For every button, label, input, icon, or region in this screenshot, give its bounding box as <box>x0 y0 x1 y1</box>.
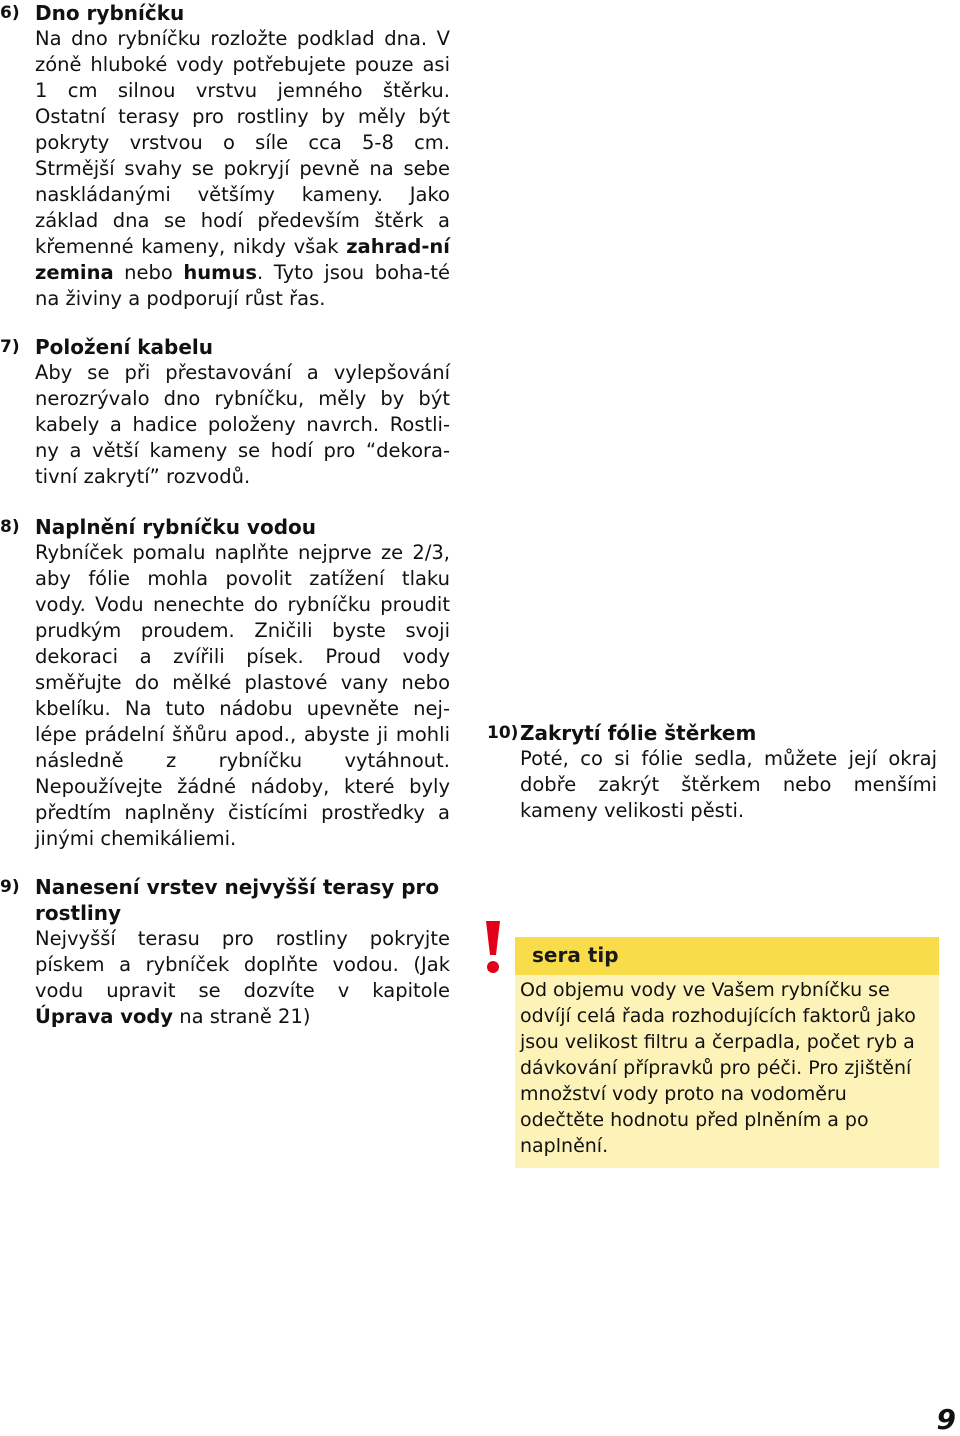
section-title: Položení kabelu <box>35 335 214 359</box>
section-number: 10) <box>487 723 519 743</box>
section-number: 8) <box>0 517 20 537</box>
section-title: Naplnění rybníčku vodou <box>35 515 317 539</box>
section-title: Nanesení vrstev nejvyšší terasy pro rostliny <box>35 875 440 925</box>
bold-term: humus <box>183 261 257 284</box>
section-8 <box>0 514 450 852</box>
section-7 <box>0 334 450 490</box>
exclamation-icon <box>478 917 508 977</box>
bold-term: zahrad-ní zemina <box>35 235 450 284</box>
tip-header <box>515 937 939 975</box>
tip-title: sera tip <box>532 943 619 967</box>
section-10 <box>487 720 937 824</box>
page-number: 9 <box>936 1403 956 1436</box>
section-number: 7) <box>0 337 20 357</box>
tip-content <box>515 975 939 1168</box>
tip-text: Od objemu vody ve Vašem rybníčku se odvíjí celá řada rozhodujících faktorů jako jsou velikost filtru a čerpadla, počet ryb a dávkování přípravků pro péči. Pro zjištění množství vody proto na vodoměru odečtěte hodnotu před plněním a po naplnění. <box>520 979 916 1157</box>
section-body: Poté, co si fólie sedla, můžete její okraj dobře zakrýt štěrkem nebo menšími kameny velikosti pěsti. <box>520 747 937 822</box>
section-body: Rybníček pomalu naplňte nejprve ze 2/3, aby fólie mohla povolit zatížení tlaku vody. Vodu nenechte do rybníčku proudit prudkým proudem. Zničili byste svoji dekoraci a zvířili písek. Proud vody směřujte do mělké plastové vany nebo kbelíku. Na tuto nádobu upevněte nej-lépe prádelní šňůru apod., abyste ji mohli následně z rybníčku vytáhnout. Nepoužívejte žádné nádoby, které byly předtím naplněny čistícími prostředky a jinými chemikáliemi. <box>35 541 450 850</box>
section-body: Na dno rybníčku rozložte podklad dna. V zóně hluboké vody potřebujete pouze asi 1 cm silnou vrstvu jemného štěrku. Ostatní terasy pro rostliny by měly být pokryty vrstvou o síle cca 5-8 cm. Strmější svahy se pokryjí pevně na sebe naskládanými většímy kameny. Jako základ dna se hodí především štěrk a křemenné kameny, nikdy však zahrad-ní zemina nebo humus. Tyto jsou boha-té na živiny a podporují růst řas. <box>35 27 450 310</box>
section-title: Dno rybníčku <box>35 1 185 25</box>
section-number: 9) <box>0 877 20 897</box>
section-body: Nejvyšší terasu pro rostliny pokryjte pískem a rybníček doplňte vodou. (Jak vodu upravit se dozvíte v kapitole Úprava vody na straně 21) <box>35 927 450 1028</box>
tip-box <box>470 917 939 1168</box>
section-number: 6) <box>0 3 20 23</box>
bold-term: Úprava vody <box>35 1005 174 1028</box>
section-9 <box>0 874 450 1030</box>
section-title: Zakrytí fólie štěrkem <box>520 721 757 745</box>
section-6 <box>0 0 450 312</box>
section-body: Aby se při přestavování a vylepšování nerozrývalo dno rybníčku, měly by být kabely a hadice položeny navrch. Rostli-ny a větší kameny se hodí pro “dekora-tivní zakrytí” rozvodů. <box>35 361 450 488</box>
